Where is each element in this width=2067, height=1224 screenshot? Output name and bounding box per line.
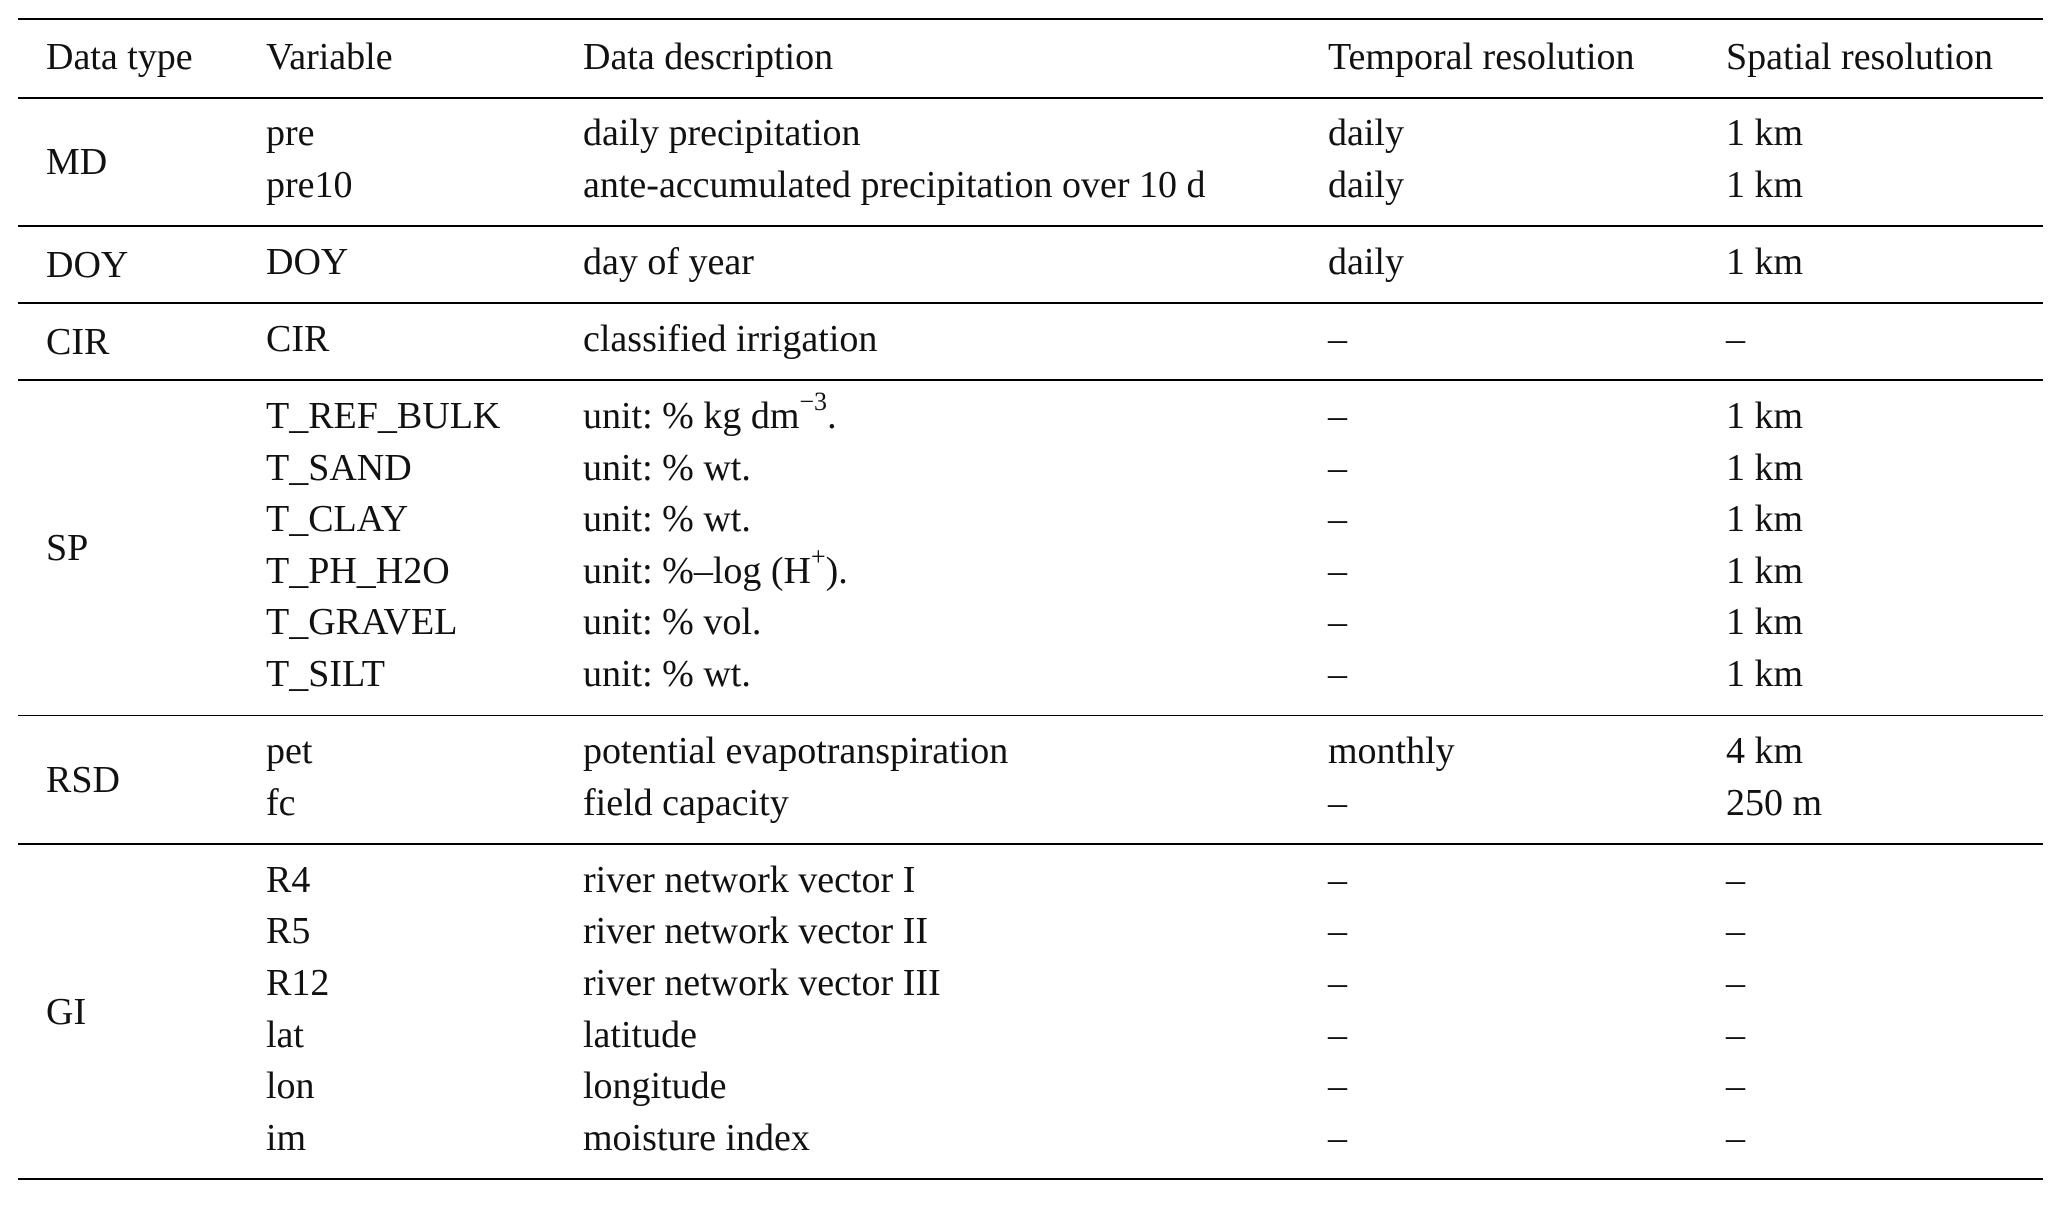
cell-description <box>583 780 789 826</box>
cell-spatial-resolution: 1 km <box>1726 240 1804 283</box>
description-suffix: . <box>827 394 837 437</box>
cell-description <box>583 651 751 697</box>
cell-spatial-resolution: 1 km <box>1726 498 1804 541</box>
cell-temporal-resolution: daily <box>1328 112 1404 154</box>
cell-temporal-resolution: – <box>1328 858 1347 901</box>
description-text: field capacity <box>583 781 789 824</box>
bottom-rule <box>18 1178 2043 1180</box>
group-rule <box>18 715 2043 717</box>
cell-data-type: GI <box>46 990 87 1033</box>
cell-spatial-resolution: 1 km <box>1726 446 1804 489</box>
cell-spatial-resolution: 1 km <box>1726 112 1804 154</box>
header-temporal-resolution: Temporal resolution <box>1328 36 1635 78</box>
cell-spatial-resolution: 250 m <box>1726 781 1823 824</box>
cell-description <box>583 110 861 156</box>
cell-description <box>583 1063 727 1109</box>
description-text: unit: % wt. <box>583 652 751 695</box>
cell-temporal-resolution: – <box>1328 446 1347 489</box>
cell-description <box>583 599 761 645</box>
cell-temporal-resolution: – <box>1328 961 1347 1004</box>
cell-spatial-resolution: – <box>1726 858 1745 901</box>
description-text: day of year <box>583 240 754 283</box>
cell-description <box>583 908 928 954</box>
cell-description <box>583 1115 810 1161</box>
cell-temporal-resolution: – <box>1328 1116 1347 1159</box>
description-superscript: + <box>810 542 826 572</box>
description-text: river network vector III <box>583 961 941 1004</box>
header-variable: Variable <box>266 36 393 78</box>
description-text: river network vector II <box>583 910 929 953</box>
cell-variable: T_SAND <box>266 446 412 489</box>
cell-description <box>583 162 1206 208</box>
cell-description <box>583 445 751 491</box>
cell-temporal-resolution: monthly <box>1328 730 1455 772</box>
cell-variable: R4 <box>266 858 311 901</box>
cell-variable: pet <box>266 730 313 772</box>
cell-variable: pre10 <box>266 163 353 206</box>
cell-spatial-resolution: – <box>1726 1013 1745 1056</box>
header-spatial-resolution: Spatial resolution <box>1726 36 1994 78</box>
group-rule <box>18 379 2043 381</box>
cell-description <box>583 728 1008 774</box>
cell-variable: DOY <box>266 240 349 283</box>
cell-spatial-resolution: – <box>1726 317 1745 360</box>
cell-variable: T_REF_BULK <box>266 394 501 437</box>
description-text: unit: % kg dm <box>583 394 800 437</box>
cell-temporal-resolution: daily <box>1328 163 1404 206</box>
cell-variable: R12 <box>266 961 330 1004</box>
cell-data-type: RSD <box>46 758 120 801</box>
top-rule <box>18 18 2043 20</box>
cell-variable: T_SILT <box>266 652 385 695</box>
cell-data-type: CIR <box>46 320 110 363</box>
description-text: unit: % wt. <box>583 498 751 541</box>
description-text: moisture index <box>583 1116 810 1159</box>
cell-spatial-resolution: 4 km <box>1726 730 1804 772</box>
cell-description <box>583 239 754 285</box>
cell-description <box>583 1012 697 1058</box>
cell-data-type: SP <box>46 526 89 569</box>
cell-variable: lat <box>266 1013 304 1056</box>
cell-spatial-resolution: 1 km <box>1726 549 1804 592</box>
cell-spatial-resolution: – <box>1726 910 1745 953</box>
cell-description <box>583 496 751 542</box>
cell-description <box>583 316 877 362</box>
cell-temporal-resolution: – <box>1328 1013 1347 1056</box>
cell-variable: fc <box>266 781 296 824</box>
cell-description <box>583 960 941 1006</box>
cell-data-type: DOY <box>46 243 129 286</box>
description-text: daily precipitation <box>583 112 861 154</box>
cell-temporal-resolution: – <box>1328 781 1347 824</box>
description-text: longitude <box>583 1065 727 1108</box>
cell-variable: pre <box>266 112 315 154</box>
cell-data-type: MD <box>46 140 108 183</box>
cell-description <box>583 387 837 439</box>
group-rule <box>18 302 2043 304</box>
description-text: potential evapotranspiration <box>583 730 1009 772</box>
cell-temporal-resolution: – <box>1328 1065 1347 1108</box>
cell-spatial-resolution: 1 km <box>1726 163 1804 206</box>
description-text: river network vector I <box>583 858 916 901</box>
description-text: ante-accumulated precipitation over 10 d <box>583 163 1206 206</box>
cell-temporal-resolution: daily <box>1328 240 1404 283</box>
description-text: unit: % vol. <box>583 601 762 644</box>
cell-temporal-resolution: – <box>1328 652 1347 695</box>
description-suffix: ). <box>825 549 848 592</box>
cell-temporal-resolution: – <box>1328 317 1347 360</box>
cell-variable: R5 <box>266 910 311 953</box>
cell-spatial-resolution: – <box>1726 961 1745 1004</box>
cell-variable: CIR <box>266 317 330 360</box>
cell-spatial-resolution: 1 km <box>1726 394 1804 437</box>
cell-spatial-resolution: – <box>1726 1065 1745 1108</box>
cell-description <box>583 857 915 903</box>
cell-temporal-resolution: – <box>1328 394 1347 437</box>
description-text: latitude <box>583 1013 697 1056</box>
description-superscript: −3 <box>799 387 828 417</box>
description-text: classified irrigation <box>583 317 878 360</box>
cell-spatial-resolution: 1 km <box>1726 601 1804 644</box>
cell-temporal-resolution: – <box>1328 549 1347 592</box>
description-text: unit: % wt. <box>583 446 751 489</box>
cell-variable: T_CLAY <box>266 498 409 541</box>
header-data-type: Data type <box>46 36 193 78</box>
cell-spatial-resolution: 1 km <box>1726 652 1804 695</box>
cell-variable: lon <box>266 1065 315 1108</box>
cell-variable: im <box>266 1116 307 1159</box>
cell-variable: T_GRAVEL <box>266 601 458 644</box>
cell-temporal-resolution: – <box>1328 601 1347 644</box>
cell-temporal-resolution: – <box>1328 910 1347 953</box>
cell-variable: T_PH_H2O <box>266 549 450 592</box>
header-data-description: Data description <box>583 36 834 78</box>
header-rule <box>18 97 2043 99</box>
cell-temporal-resolution: – <box>1328 498 1347 541</box>
group-rule <box>18 225 2043 227</box>
cell-description <box>583 542 848 594</box>
cell-spatial-resolution: – <box>1726 1116 1745 1159</box>
group-rule <box>18 843 2043 845</box>
description-text: unit: %–log (H <box>583 549 811 592</box>
